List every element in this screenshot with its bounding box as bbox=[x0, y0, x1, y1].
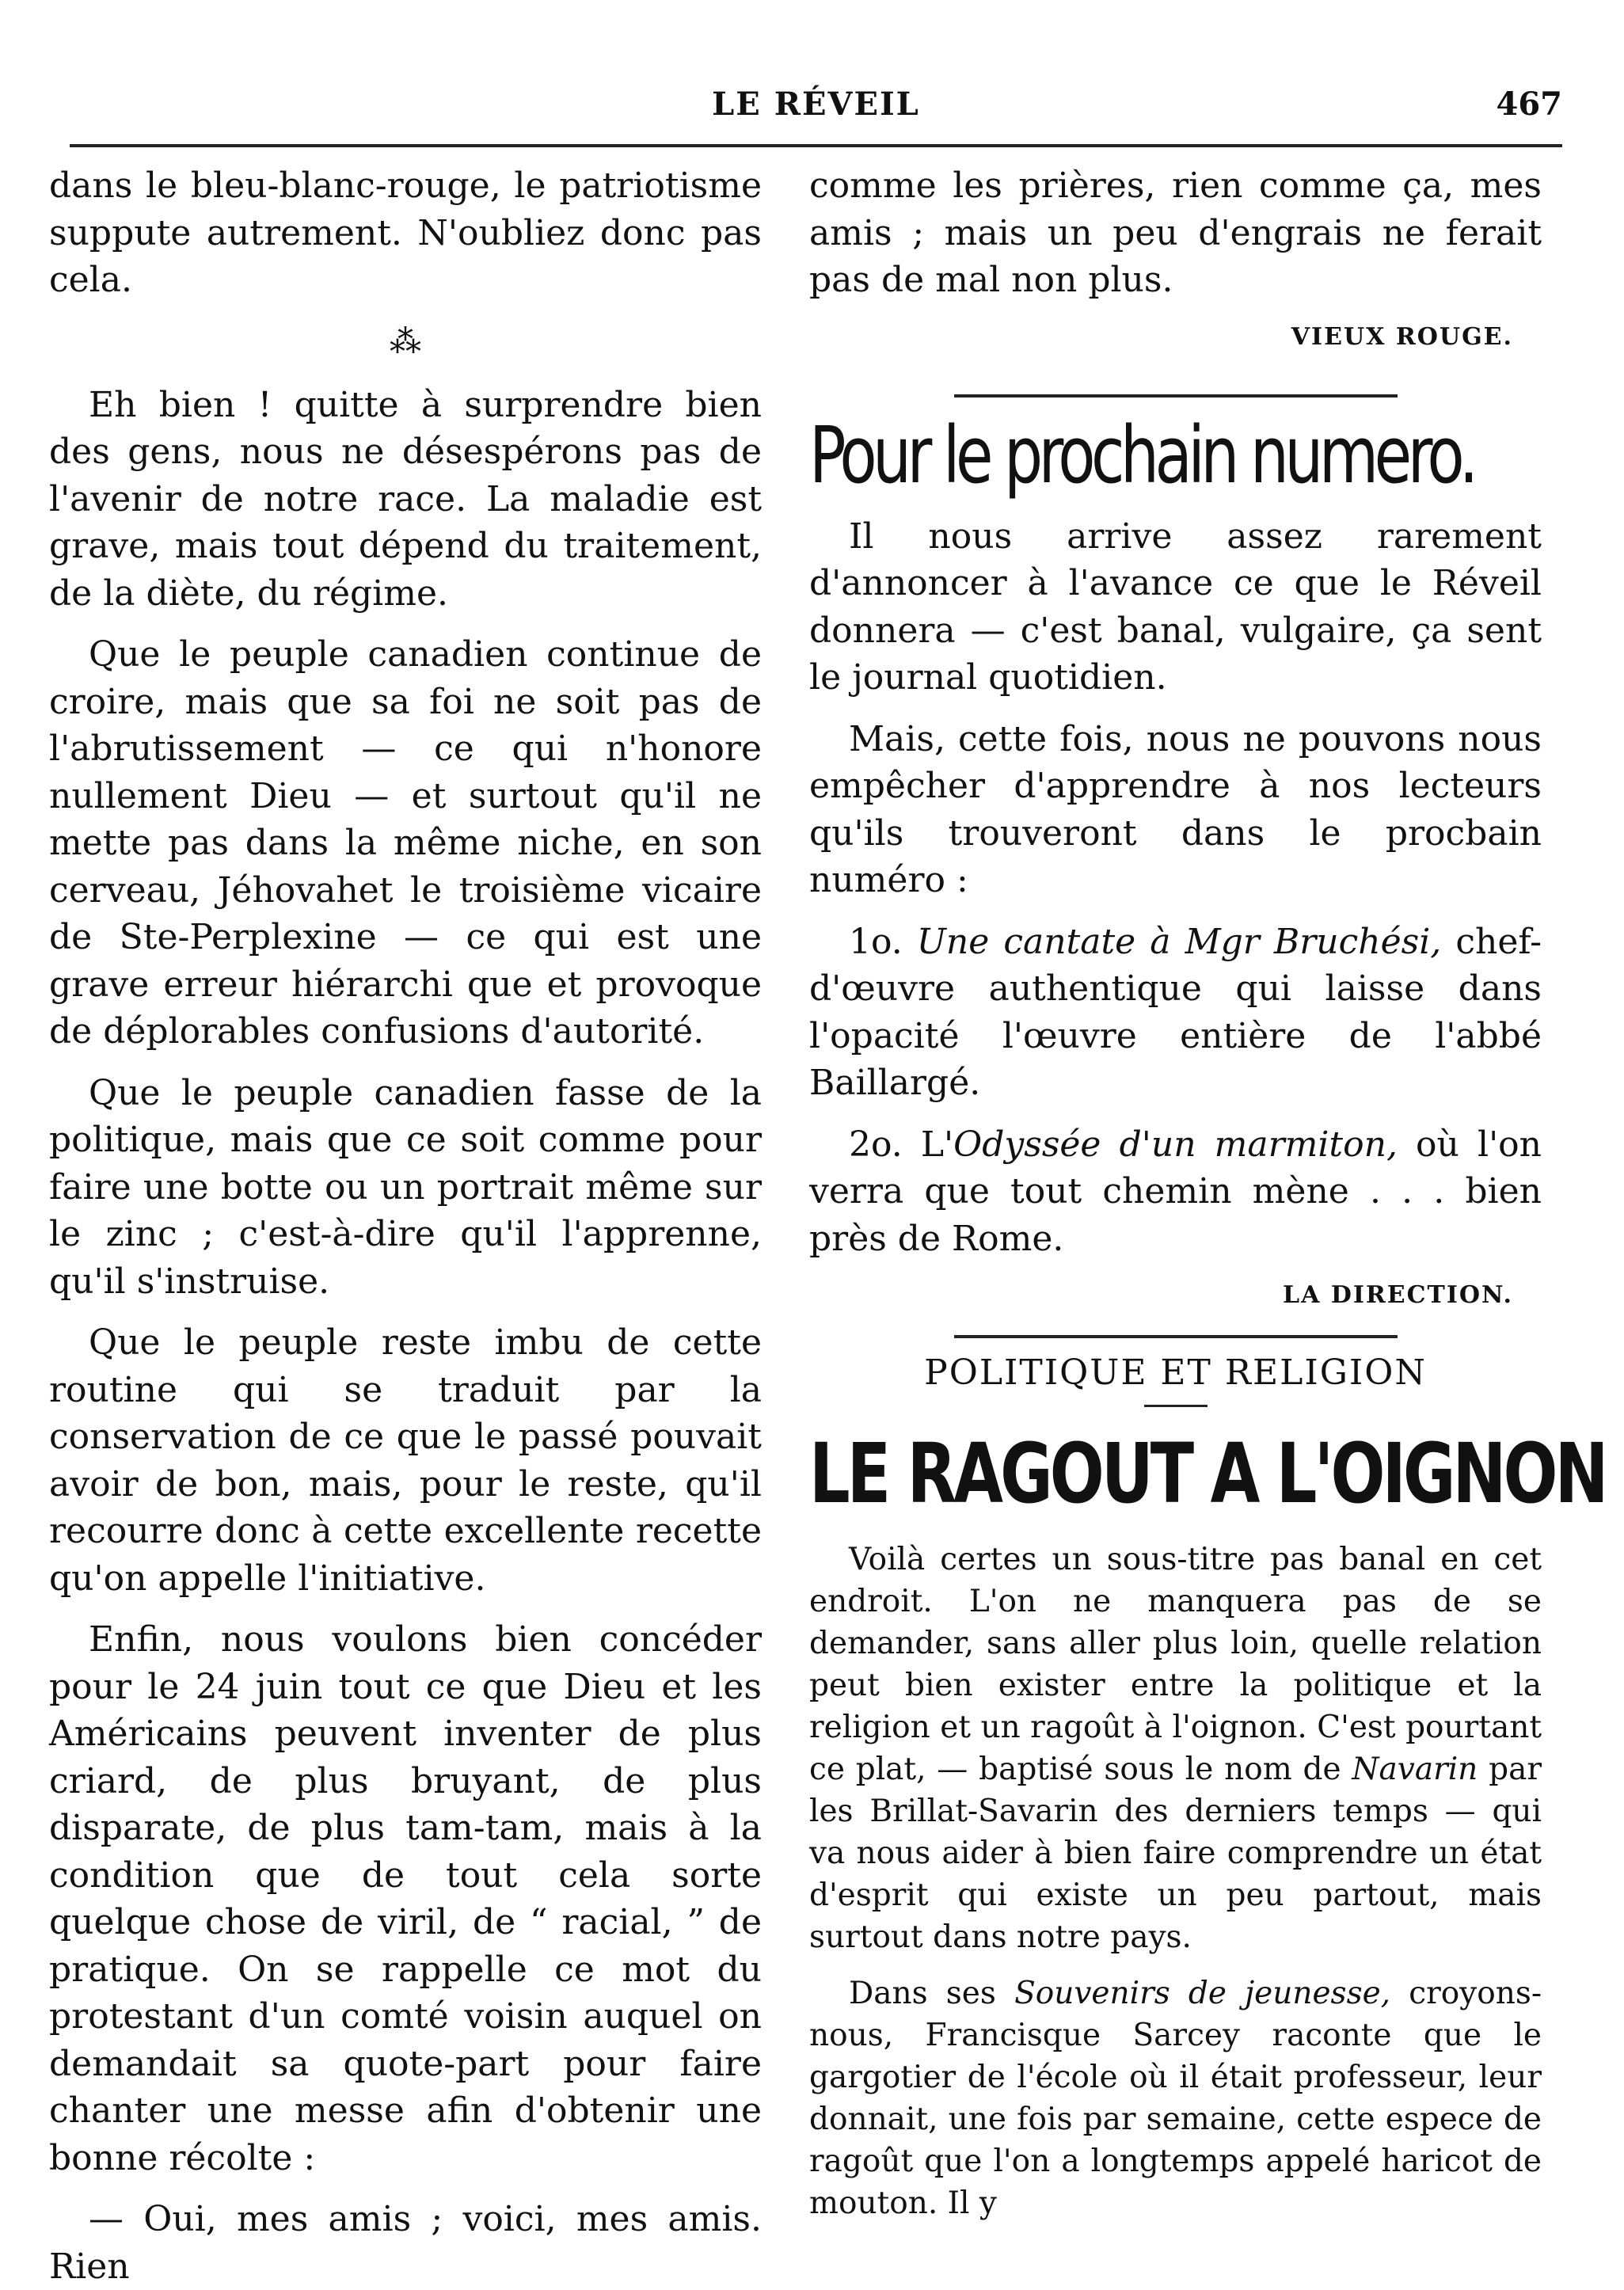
headline-prochain-numero: Pour le prochain numero. bbox=[809, 409, 1474, 501]
list-item-1 bbox=[809, 919, 1542, 1107]
signature-vieux-rouge: VIEUX ROUGE. bbox=[1291, 322, 1513, 351]
header-rule bbox=[70, 144, 1562, 147]
rubric-politique-religion: POLITIQUE ET RELIGION bbox=[924, 1352, 1427, 1393]
item-number: 1o. bbox=[849, 921, 903, 962]
paragraph: Mais, cette fois, nous ne pouvons nous empêcher d'apprendre à nos lecteurs qu'ils trouveront dans le procbain numéro : bbox=[809, 718, 1542, 900]
left-column bbox=[49, 162, 762, 2290]
page-header bbox=[70, 82, 1562, 130]
paragraph: Que le peuple canadien fasse de la politique, mais que ce soit comme pour faire une botte ou un portrait même sur le zinc ; c'est-à-dire qu'il l'apprenne, qu'il s'instruise. bbox=[49, 1072, 762, 1302]
item-title: Une cantate à Mgr Bruchési, bbox=[916, 921, 1442, 962]
headline-ragout: LE RAGOUT A L'OIGNON bbox=[809, 1425, 1606, 1522]
paragraph: — Oui, mes amis ; voici, mes amis. Rien bbox=[49, 2199, 762, 2287]
page-number: 467 bbox=[1496, 86, 1562, 123]
section-rule bbox=[954, 394, 1398, 398]
paragraph: Il nous arrive assez rarement d'annoncer à l'avance ce que le Réveil donnera — c'est banal, vulgaire, ça sent le journal quotidien. bbox=[809, 515, 1542, 698]
list-item-2 bbox=[809, 1121, 1542, 1263]
asterism-separator: ⁂ bbox=[390, 323, 421, 360]
rubric-dash bbox=[1144, 1405, 1208, 1407]
item-title: Odyssée d'un marmiton, bbox=[953, 1124, 1398, 1165]
section-rule bbox=[954, 1335, 1398, 1338]
journal-title: LE RÉVEIL bbox=[712, 86, 920, 123]
item-text: où l'on verra que tout chemin mène . . . bien près de Rome. bbox=[809, 1124, 1542, 1259]
paragraph: Enfin, nous voulons bien concéder pour le 24 juin tout ce que Dieu et les Américains peuvent inventer de plus criard, de plus bruyant, de plus disparate, de plus tam-tam, mais à la condition que de tout cela sorte quelque chose de viril, de “ racial, ” de pratique. On se rappelle ce mot du protestant d'un comté voisin auquel on demandait sa quote-part pour faire chanter une messe afin d'obtenir une bonne récolte : bbox=[49, 1619, 762, 2178]
paragraph: Que le peuple reste imbu de cette routine qui se traduit par la conservation de ce que le passé pouvait avoir de bon, mais, pour le reste, qu'il recourre donc à cette excellente recette qu'on appelle l'initiative. bbox=[49, 1322, 762, 1599]
item-text: chef-d'œuvre authentique qui laisse dans l'opacité l'œuvre entière de l'abbé Baillargé. bbox=[809, 921, 1542, 1103]
paragraph: Que le peuple canadien continue de croire, mais que sa foi ne soit pas de l'abrutissement — ce qui n'honore nullement Dieu — et surtout qu'il ne mette pas dans la même niche, en son cerveau, Jéhovahet le troisième vicaire de Ste-Perplexine — ce qui est une grave erreur hiérarchi que et provoque de déplorables confusions d'autorité. bbox=[49, 634, 762, 1052]
signature-la-direction: LA DIRECTION. bbox=[1283, 1281, 1513, 1309]
paragraph: Dans ses Souvenirs de jeunesse, croyons-nous, Francisque Sarcey raconte que le gargotier de l'école où il était professeur, leur donnait, une fois par semaine, cette espece de ragoût que l'on a longtemps appelé haricot de mouton. Il y bbox=[809, 1976, 1542, 2221]
paragraph: dans le bleu-blanc-rouge, le patriotisme suppute autrement. N'oubliez donc pas cela. bbox=[49, 165, 762, 300]
item-number: 2o. L' bbox=[849, 1124, 954, 1165]
paragraph: Voilà certes un sous-titre pas banal en cet endroit. L'on ne manquera pas de se demander, sans aller plus loin, quelle relation peut bien exister entre la politique et la religion et un ragoût à l'oignon. C'est pourtant ce plat, — baptisé sous le nom de Navarin par les Brillat-Savarin des derniers temps — qui va nous aider à bien faire comprendre un état d'esprit qui existe un peu partout, mais surtout dans notre pays. bbox=[809, 1542, 1542, 1955]
right-column bbox=[809, 162, 1606, 2224]
paragraph: comme les prières, rien comme ça, mes amis ; mais un peu d'engrais ne ferait pas de mal non plus. bbox=[809, 165, 1542, 300]
paragraph: Eh bien ! quitte à surprendre bien des gens, nous ne désespérons pas de l'avenir de notre race. La maladie est grave, mais tout dépend du traitement, de la diète, du régime. bbox=[49, 384, 762, 614]
